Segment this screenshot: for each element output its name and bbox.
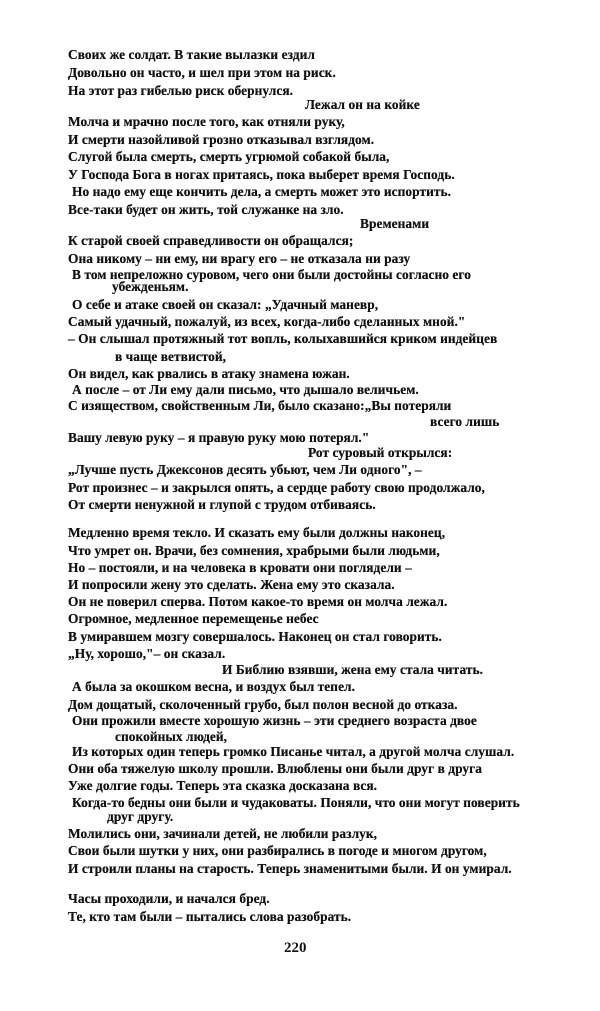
text-line: спокойных людей, [115, 729, 228, 744]
text-line: Своих же солдат. В такие вылазки ездил [68, 47, 315, 62]
text-line: Довольно он часто, и шел при этом на риск. [68, 65, 336, 80]
text-line: Самый удачный, пожалуй, из всех, когда-либо сделанных мной." [68, 314, 466, 329]
text-line: Молились они, зачинали детей, не любили разлук, [68, 826, 378, 841]
text-line: Рот произнес – и закрылся опять, а сердце работу свою продолжало, [68, 480, 485, 495]
text-line: И смерти назойливой грозно отказывал взглядом. [68, 132, 375, 147]
text-line: друг другу. [107, 809, 174, 824]
text-line: Дом дощатый, сколоченный грубо, был полон весной до отказа. [68, 697, 458, 712]
text-line: Он не поверил сперва. Потом какое-то время он молча лежал. [68, 594, 448, 609]
text-line: Она никому – ни ему, ни врагу его – не отказала ни разу [68, 251, 411, 266]
text-line: Они оба тяжелую школу прошли. Влюблены они были друг в друга [68, 761, 483, 776]
text-line: Часы проходили, и начался бред. [68, 891, 270, 906]
text-line: А после – от Ли ему дали письмо, что дышало величьем. [72, 382, 419, 397]
text-line: Вашу левую руку – я правую руку мою потерял." [68, 430, 370, 445]
text-line: От смерти ненужной и глупой с трудом отбиваясь. [68, 497, 376, 512]
text-line: Рот суровый открылся: [308, 445, 453, 460]
text-line: Когда-то бедны они были и чудаковаты. Поняли, что они могут поверить [72, 795, 520, 810]
text-line: С изяществом, свойственным Ли, было сказано:„Вы потеряли [68, 398, 452, 413]
text-line: Но – постояли, и на человека в кровати они поглядели – [68, 560, 412, 575]
text-line: Огромное, медленное перемещенье небес [68, 611, 319, 626]
text-line: Временами [360, 216, 430, 231]
text-line: всего лишь [430, 414, 500, 429]
text-line: В умиравшем мозгу совершалось. Наконец он стал говорить. [68, 629, 442, 644]
text-line: – Он слышал протяжный тот вопль, колыхавшийся криком индейцев [68, 331, 498, 346]
text-line: Но надо ему еще кончить дела, а смерть может это испортить. [72, 184, 452, 199]
text-line: „Лучше пусть Джексонов десять убьют, чем Ли одного", – [68, 462, 422, 477]
text-line: И попросили жену это сделать. Жена ему это сказала. [68, 577, 395, 592]
text-line: У Господа Бога в ногах притаясь, пока выберет время Господь. [68, 167, 455, 182]
text-line: Что умрет он. Врачи, без сомнения, храбрыми были людьми, [68, 543, 440, 558]
text-line: Он видел, как рвались в атаку знамена южан. [68, 366, 350, 381]
text-line: Те, кто там были – пытались слова разобрать. [68, 909, 352, 924]
text-line: „Ну, хорошо,"– он сказал. [68, 646, 226, 661]
text-line: О себе и атаке своей он сказал: „Удачный маневр, [72, 297, 379, 312]
text-line: Свои были шутки у них, они разбирались в погоде и многом другом, [68, 843, 487, 858]
text-line: А была за окошком весна, и воздух был тепел. [72, 679, 356, 694]
text-line: Слугой была смерть, смерть угрюмой собакой была, [68, 149, 390, 164]
text-line: И Библию взявши, жена ему стала читать. [222, 662, 484, 677]
text-line: Уже долгие годы. Теперь эта сказка досказана вся. [68, 778, 378, 793]
text-line: Медленно время текло. И сказать ему были должны наконец, [68, 525, 446, 540]
text-line: убежденьям. [112, 279, 189, 294]
text-line: Из которых один теперь громко Писанье читал, а другой молча слушал. [72, 744, 515, 759]
text-line: В том непреложно суровом, чего они были достойны согласно его [72, 267, 471, 282]
text-line: в чаще ветвистой, [115, 349, 227, 364]
text-line: Все-таки будет он жить, той служанке на зло. [68, 202, 344, 217]
text-line: Лежал он на койке [305, 97, 420, 112]
text-line: На этот раз гибелью риск обернулся. [68, 83, 294, 98]
text-line: И строили планы на старость. Теперь знаменитыми были. И он умирал. [68, 861, 512, 876]
text-line: К старой своей справедливости он обращался; [68, 233, 354, 248]
text-line: Они прожили вместе хорошую жизнь – эти среднего возраста двое [72, 713, 477, 728]
text-line: Молча и мрачно после того, как отняли руку, [68, 114, 345, 129]
page-number: 220 [284, 940, 307, 956]
